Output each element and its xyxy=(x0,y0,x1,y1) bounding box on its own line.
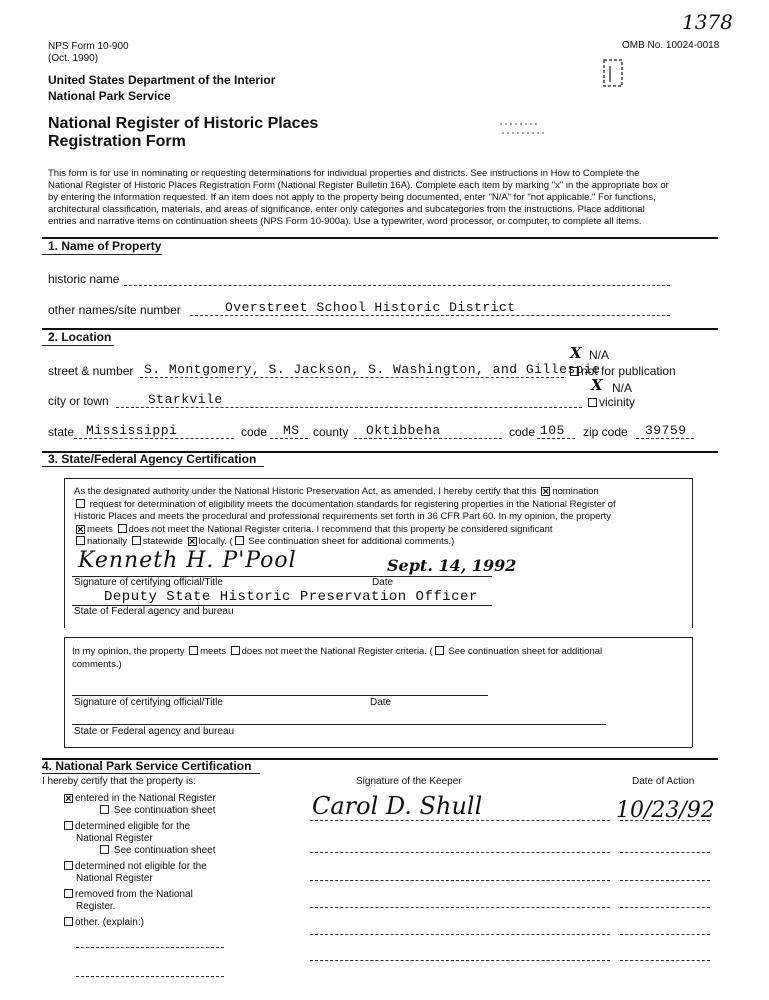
nps-options: ×entered in the National Register See continuation sheet determined eligible for the National Register See continuation sheet determined not eligible for the National Register removed from the National Register. other. (explain:) xyxy=(62,793,216,929)
state-code-line xyxy=(270,438,308,439)
opinion-meets-checkbox[interactable] xyxy=(189,646,198,655)
certify-label: I hereby certify that the property is: xyxy=(42,776,196,787)
bureau-label-2: State or Federal agency and bureau xyxy=(74,726,235,737)
historic-name-label: historic name xyxy=(48,272,120,286)
bureau-label-1: State of Federal agency and bureau xyxy=(74,606,234,617)
county-code-line xyxy=(537,438,575,439)
county-field[interactable]: Oktibbeha xyxy=(366,423,441,438)
intro-paragraph: This form is for use in nominating or requesting determinations for individual properties and districts. See instructions in How to Complete the National Register of Historic Places Registration Form (National Register Bulletin 16A). Complete each item by marking "x" in the appropriate box or by entering the information requested. If an item does not apply to the property being documented, enter "N/A" for "not applicable." For functions, architectural classification, materials, and areas of significance, enter only categories and subcategories from the instructions. Place additional entries and narrative items on continuation sheets (NPS Form 10-900a). Use a typewriter, word processor, or computer, to complete all items. xyxy=(48,168,669,227)
certification-text: As the designated authority under the National Historic Preservation Act, as amended, I hereby certify that this × nomination request for determination of eligibility meets the documentation standards for registering properties in the National Register of Historic Places and meets the procedural and professional requirements set forth in 36 CFR Part 60. In my opinion, the property ×meets does not meet the National Register criteria. I recommend that this property be considered significant nationally statewide × locally. ( See continuation sheet for additional comments.) xyxy=(74,486,616,549)
keeper-line-1 xyxy=(310,820,610,821)
not-for-publication[interactable] xyxy=(568,364,676,378)
not-for-publication-label: not for publication xyxy=(581,364,676,378)
opinion-box-left xyxy=(64,637,65,747)
explain-line-2 xyxy=(76,976,224,977)
officer-title: Deputy State Historic Preservation Officer xyxy=(104,589,478,605)
omb-number: OMB No. 10024-0018 xyxy=(622,40,720,51)
signature-label-1: Signature of certifying official/Title xyxy=(74,577,223,588)
handwritten-x-1: X xyxy=(570,344,582,362)
removed-checkbox[interactable] xyxy=(64,889,73,898)
locally-checkbox[interactable] xyxy=(188,537,197,546)
department-name: United States Department of the Interior xyxy=(48,73,276,87)
cert-box-right xyxy=(692,478,693,628)
zip-label: zip code xyxy=(583,425,628,439)
keeper-label: Signature of the Keeper xyxy=(356,776,462,787)
section4-title: 4. National Park Service Certification xyxy=(42,759,252,773)
explain-line-1 xyxy=(76,947,224,948)
date-label-1: Date xyxy=(372,577,394,588)
county-label: county xyxy=(313,425,349,439)
eligible-continuation-checkbox[interactable] xyxy=(100,845,109,854)
date-label-2: Date xyxy=(370,697,392,708)
section3-title: 3. State/Federal Agency Certification xyxy=(48,452,257,466)
entered-checkbox[interactable] xyxy=(64,794,73,803)
state-line xyxy=(74,438,234,439)
action-line-3 xyxy=(620,880,710,881)
form-title-line1: National Register of Historic Places xyxy=(48,115,319,132)
opinion-does-not-meet-checkbox[interactable] xyxy=(231,646,240,655)
request-checkbox[interactable] xyxy=(76,499,85,508)
street-field[interactable]: S. Montgomery, S. Jackson, S. Washington, and Gillespie xyxy=(144,362,601,377)
section4-underline xyxy=(42,773,260,774)
na-label-1: N/A xyxy=(589,348,610,362)
opinion-box-bottom xyxy=(64,747,692,748)
form-id: NPS Form 10-900 xyxy=(48,41,129,52)
cert-box-left xyxy=(64,478,65,628)
service-name: National Park Service xyxy=(48,89,171,103)
action-line-4 xyxy=(620,907,710,908)
entered-continuation-checkbox[interactable] xyxy=(100,805,109,814)
state-code-field[interactable]: MS xyxy=(283,423,300,438)
continuation-checkbox-1[interactable] xyxy=(235,536,244,545)
section3-underline xyxy=(42,466,264,467)
opinion-box-top xyxy=(64,637,692,638)
other-names-field[interactable]: Overstreet School Historic District xyxy=(225,300,516,315)
county-code-field[interactable]: 105 xyxy=(540,423,565,438)
not-for-publication-checkbox[interactable] xyxy=(570,367,579,376)
county-line xyxy=(354,438,502,439)
action-line-5 xyxy=(620,934,710,935)
action-date-label: Date of Action xyxy=(632,776,695,787)
vicinity[interactable] xyxy=(586,395,635,409)
city-label: city or town xyxy=(48,394,109,408)
statewide-checkbox[interactable] xyxy=(132,536,141,545)
keeper-signature: Carol D. Shull xyxy=(312,792,483,820)
section2-underline xyxy=(42,345,114,346)
keeper-line-2 xyxy=(310,852,610,853)
city-field[interactable]: Starkvile xyxy=(148,392,223,407)
stamp-smudge xyxy=(498,118,548,140)
street-line xyxy=(140,377,564,378)
zip-field[interactable]: 39759 xyxy=(645,423,687,438)
other-names-label: other names/site number xyxy=(48,303,181,317)
opinion-text: In my opinion, the property meets does not meet the National Register criteria. ( See continuation sheet for additional comments.) xyxy=(72,646,603,670)
vicinity-checkbox[interactable] xyxy=(588,398,597,407)
certifying-signature: Kenneth H. P'Pool xyxy=(78,548,297,573)
cert-box-top xyxy=(64,478,692,479)
section1-underline xyxy=(42,254,162,255)
street-label: street & number xyxy=(48,364,134,378)
city-line xyxy=(116,407,582,408)
keeper-line-4 xyxy=(310,907,610,908)
continuation-checkbox-2[interactable] xyxy=(435,646,444,655)
na-label-2: N/A xyxy=(612,381,633,395)
section1-title: 1. Name of Property xyxy=(48,239,162,253)
section2-rule xyxy=(42,328,718,330)
code-label: code xyxy=(241,425,268,439)
county-code-label: code xyxy=(509,425,536,439)
handwritten-x-2: X xyxy=(591,376,603,394)
section2-title: 2. Location xyxy=(48,330,112,344)
signature-line-2 xyxy=(72,695,488,696)
keeper-line-6 xyxy=(310,960,610,961)
zip-line xyxy=(636,438,694,439)
form-date: (Oct. 1990) xyxy=(48,53,99,64)
vicinity-label: vicinity xyxy=(599,395,636,409)
nomination-checkbox[interactable] xyxy=(541,487,550,496)
keeper-line-5 xyxy=(310,934,610,935)
signature-label-2: Signature of certifying official/Title xyxy=(74,697,223,708)
eligible-checkbox[interactable] xyxy=(64,821,73,830)
nationally-checkbox[interactable] xyxy=(76,536,85,545)
action-line-2 xyxy=(620,852,710,853)
keeper-line-3 xyxy=(310,880,610,881)
state-field[interactable]: Mississippi xyxy=(86,423,178,438)
bureau-line-2 xyxy=(72,724,606,725)
opinion-box-right xyxy=(692,637,693,747)
action-date: 10/23/92 xyxy=(616,798,715,823)
other-checkbox[interactable] xyxy=(64,917,73,926)
other-names-line xyxy=(190,315,670,316)
historic-name-line xyxy=(124,285,670,286)
meets-checkbox[interactable] xyxy=(76,525,85,534)
form-title-line2: Registration Form xyxy=(48,133,186,150)
received-stamp xyxy=(596,54,630,94)
state-label: state xyxy=(48,425,75,439)
action-line-6 xyxy=(620,960,710,961)
not-eligible-checkbox[interactable] xyxy=(64,861,73,870)
does-not-meet-checkbox[interactable] xyxy=(118,524,127,533)
handwritten-number: 1378 xyxy=(682,10,733,34)
certification-date: Sept. 14, 1992 xyxy=(387,556,517,575)
action-line-1 xyxy=(620,820,710,821)
